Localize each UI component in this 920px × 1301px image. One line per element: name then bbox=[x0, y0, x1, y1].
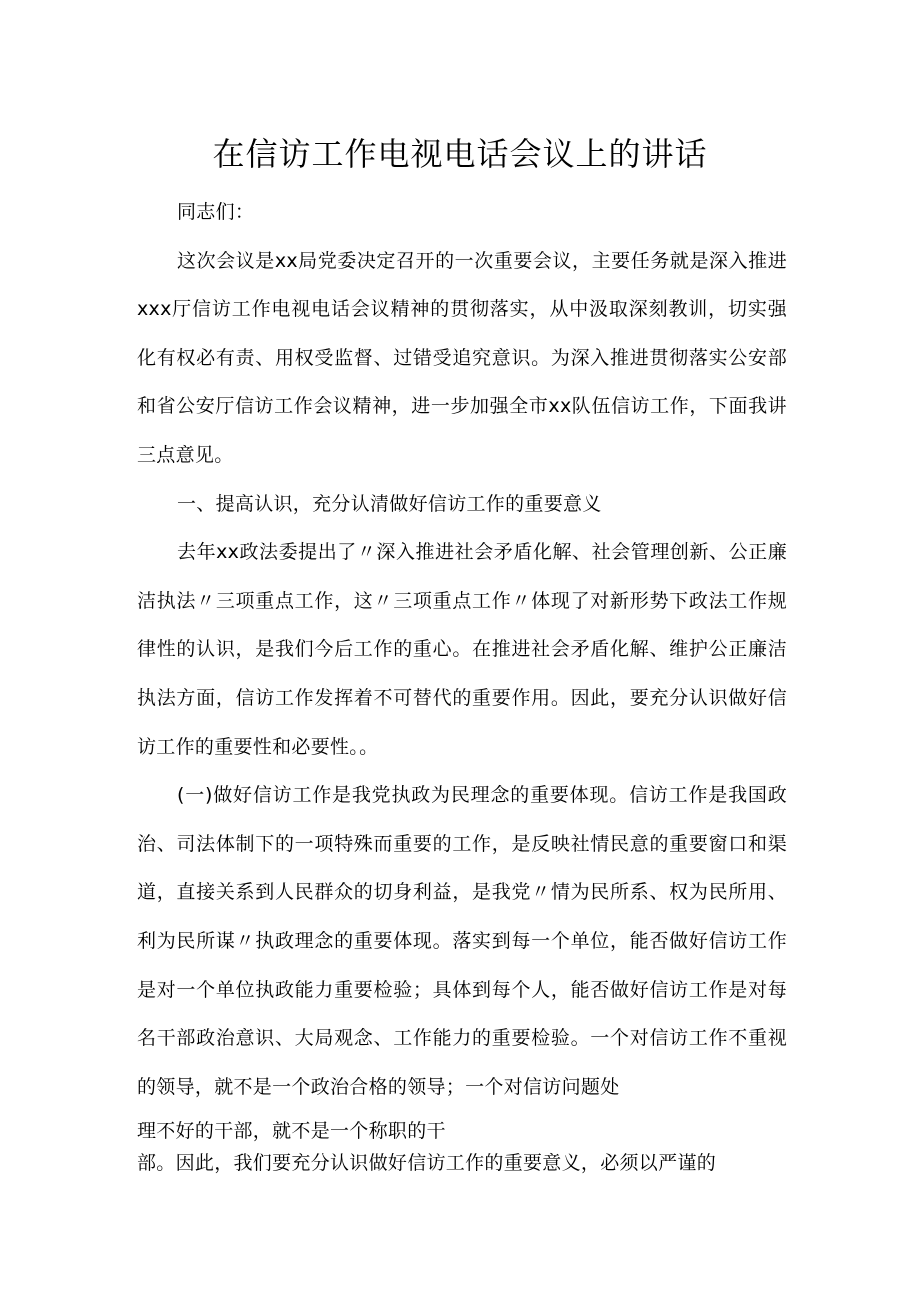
paragraph-tail-line-2: 部。因此，我们要充分认识做好信访工作的重要意义，必须以严谨的 bbox=[137, 1152, 717, 1174]
paragraph-intro: 这次会议是xx局党委决定召开的一次重要会议，主要任务就是深入推进xxx厅信访工作电视电话会议精神的贯彻落实，从中汲取深刻教训，切实强化有权必有责、用权受监督、过错受追究意识。为深入推进贯彻落实公安部和省公安厅信访工作会议精神，进一步加强全市xx队伍信访工作，下面我讲三点意见。 bbox=[137, 249, 787, 466]
paragraph-point-1: (一)做好信访工作是我党执政为民理念的重要体现。信访工作是我国政治、司法体制下的一项特殊而重要的工作，是反映社情民意的重要窗口和渠道，直接关系到人民群众的切身利益，是我党〃情为民所系、权为民所用、利为民所谋〃执政理念的重要体现。落实到每一个单位，能否做好信访工作是对一个单位执政能力重要检验；具体到每个人，能否做好信访工作是对每名干部政治意识、大局观念、工作能力的重要检验。一个对信访工作不重视的领导，就不是一个政治合格的领导；一个对信访问题处 bbox=[137, 784, 787, 1098]
document-body bbox=[137, 188, 787, 1111]
paragraph-tail-line-1: 理不好的干部，就不是一个称职的干 bbox=[137, 1120, 446, 1142]
section-heading-1: 一、提高认识，充分认清做好信访工作的重要意义 bbox=[177, 492, 602, 515]
salutation: 同志们： bbox=[177, 201, 255, 223]
document-title: 在信访工作电视电话会议上的讲话 bbox=[212, 135, 708, 173]
paragraph-background: 去年xx政法委提出了〃深入推进社会矛盾化解、社会管理创新、公正廉洁执法〃三项重点工作，这〃三项重点工作〃体现了对新形势下政法工作规律性的认识，是我们今后工作的重心。在推进社会矛盾化解、维护公正廉洁执法方面，信访工作发挥着不可替代的重要作用。因此，要充分认识做好信访工作的重要性和必要性。。 bbox=[137, 541, 787, 758]
